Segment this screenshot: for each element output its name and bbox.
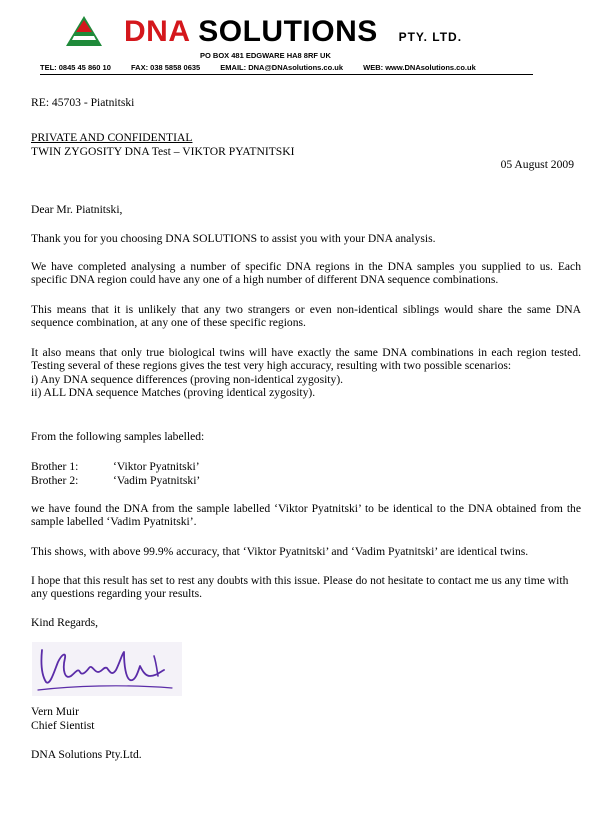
sample-name: ‘Viktor Pyatnitski’ — [113, 460, 200, 473]
paragraph-scenarios — [31, 346, 581, 400]
letter-date: 05 August 2009 — [500, 158, 574, 171]
scenario-item: i) Any DNA sequence differences (proving non-identical zygosity). — [31, 372, 344, 386]
sample-row — [31, 460, 581, 473]
signer-title: Chief Sientist — [31, 719, 95, 732]
telephone: TEL: 0845 45 860 10 — [40, 63, 111, 72]
sample-row — [31, 474, 581, 487]
sample-name: ‘Vadim Pyatnitski’ — [113, 474, 201, 487]
paragraph-contact: I hope that this result has set to rest any doubts with this issue. Please do not hesitate to contact me us any time with any questions regarding your results. — [31, 574, 569, 601]
contact-line — [40, 63, 494, 72]
scenario-item: ii) ALL DNA sequence Matches (proving identical zygosity). — [31, 386, 316, 400]
closing: Kind Regards, — [31, 616, 98, 629]
paragraph-analysis: We have completed analysing a number of specific DNA regions in the DNA samples you supplied to us. Each specific DNA region could have any one of a high number of different DNA sequence combinations. — [31, 260, 581, 287]
paragraph-conclusion: This shows, with above 99.9% accuracy, that ‘Viktor Pyatnitski’ and ‘Vadim Pyatnitski’ are identical twins. — [31, 545, 529, 558]
paragraph-unlikely: This means that it is unlikely that any two strangers or even non-identical siblings would share the same DNA sequence combination, at any one of these specific regions. — [31, 303, 581, 330]
website: WEB: www.DNAsolutions.co.uk — [363, 63, 476, 72]
company-name — [124, 14, 462, 55]
handwritten-signature — [32, 642, 182, 696]
company-name-black: SOLUTIONS — [198, 15, 378, 48]
postal-address: PO BOX 481 EDGWARE HA8 8RF UK — [200, 51, 331, 60]
sample-label: Brother 1: — [31, 460, 79, 473]
fax: FAX: 038 5858 0635 — [130, 63, 201, 72]
dna-triangle-logo-icon — [62, 14, 106, 48]
subject-line: TWIN ZYGOSITY DNA Test – VIKTOR PYATNITSKI — [31, 145, 295, 158]
signer-name: Vern Muir — [31, 705, 79, 718]
company-suffix: PTY. LTD. — [398, 30, 463, 44]
email: EMAIL: DNA@DNAsolutions.co.uk — [220, 63, 344, 72]
header-divider — [40, 74, 533, 75]
letterhead — [0, 0, 615, 80]
salutation: Dear Mr. Piatnitski, — [31, 203, 123, 216]
signer-company: DNA Solutions Pty.Ltd. — [31, 748, 142, 761]
paragraph-thanks: Thank you for you choosing DNA SOLUTIONS to assist you with your DNA analysis. — [31, 232, 436, 245]
confidential-notice: PRIVATE AND CONFIDENTIAL — [31, 131, 193, 144]
samples-intro: From the following samples labelled: — [31, 430, 205, 443]
scenarios-intro: It also means that only true biological twins will have exactly the same DNA combinations in each region tested. Testing several of these regions gives the test very high accuracy, resulting with two possible scenarios: — [31, 346, 581, 373]
paragraph-finding: we have found the DNA from the sample labelled ‘Viktor Pyatnitski’ to be identical to the DNA obtained from the sample labelled ‘Vadim Pyatnitski’. — [31, 502, 581, 529]
sample-label: Brother 2: — [31, 474, 79, 487]
reference-line: RE: 45703 - Piatnitski — [31, 96, 135, 109]
company-name-red: DNA — [124, 15, 190, 48]
